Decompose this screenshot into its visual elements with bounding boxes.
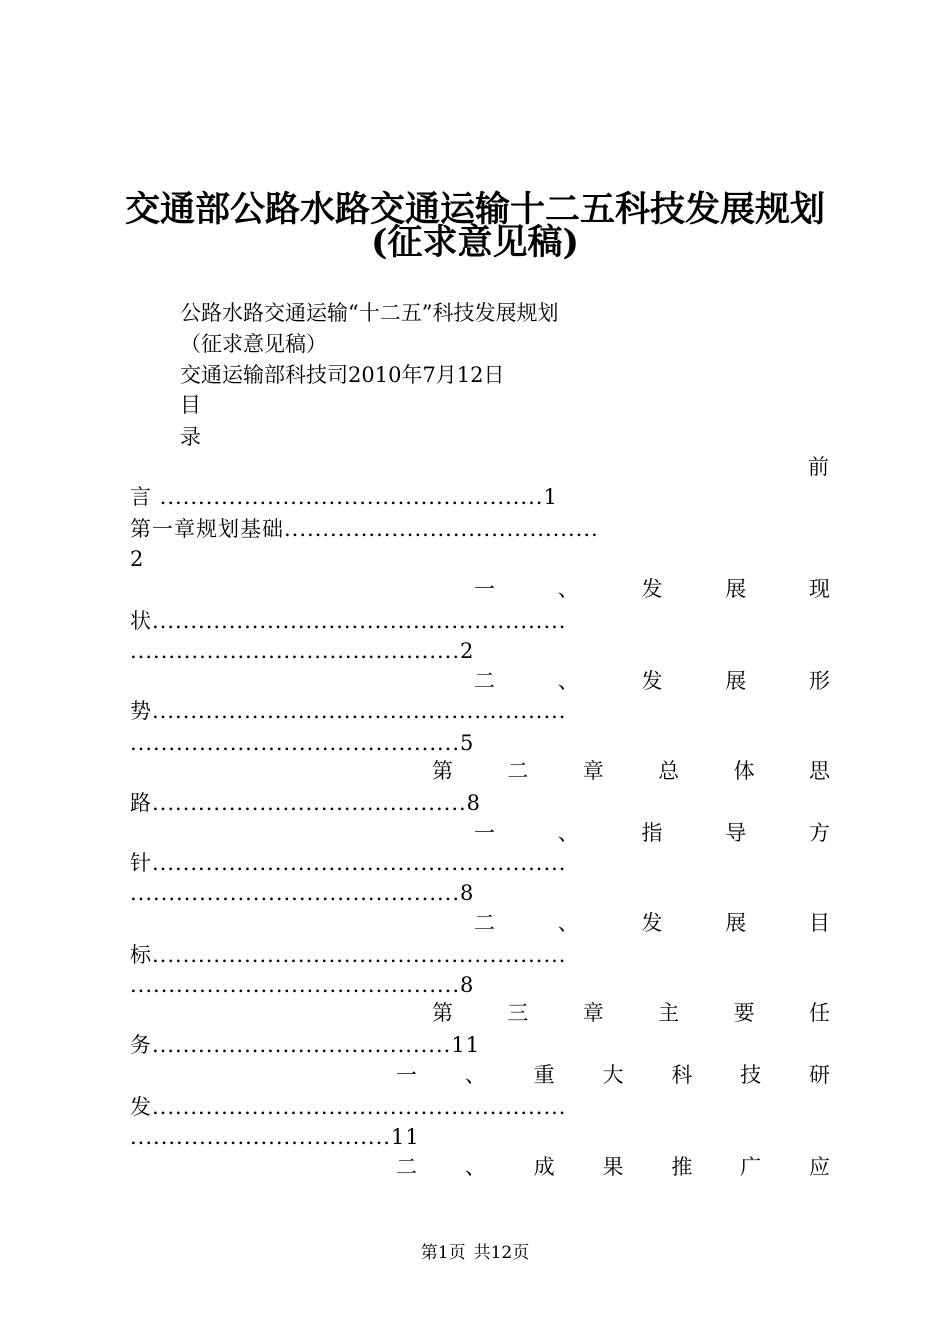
toc-s11-line[interactable]: 状......................................................	[130, 609, 567, 633]
toc-s22-line[interactable]: 标......................................................	[130, 943, 567, 967]
toc-s12-page: ...........................................5	[130, 731, 475, 755]
toc-s11-head: 一 、 发 展 现	[474, 577, 830, 601]
toc-s11-page: ...........................................2	[130, 639, 475, 663]
toc-s31-line[interactable]: 发......................................................	[130, 1095, 567, 1119]
toc-s12-line[interactable]: 势......................................................	[130, 699, 567, 723]
toc-ch1-page: 2	[130, 547, 144, 571]
plan-subtitle: 公路水路交通运输“十二五”科技发展规划	[180, 301, 559, 325]
draft-note: （征求意见稿）	[180, 332, 327, 356]
toc-s21-head: 一 、 指 导 方	[474, 821, 830, 845]
toc-s12-head: 二 、 发 展 形	[474, 669, 830, 693]
toc-heading-2: 录	[180, 425, 201, 449]
toc-ch2-line[interactable]: 路.........................................8	[130, 791, 482, 815]
document-title-line2: (征求意见稿)	[370, 222, 580, 263]
footer-total-pages: 共12页	[473, 1243, 530, 1263]
toc-preface-line[interactable]: 言 ..................................................1	[130, 485, 558, 509]
issuer-date: 交通运输部科技司2010年7月12日	[180, 363, 505, 387]
document-title-line1: 交通部公路水路交通运输十二五科技发展规划	[124, 189, 825, 230]
toc-ch2-head: 第 二 章 总 体 思	[432, 759, 830, 783]
toc-s32-head: 二 、 成 果 推 广 应	[396, 1155, 830, 1179]
toc-heading-1: 目	[180, 393, 201, 417]
toc-s22-head: 二 、 发 展 目	[474, 911, 830, 935]
toc-ch3-line[interactable]: 务.......................................11	[130, 1033, 481, 1057]
toc-s31-head: 一 、 重 大 科 技 研	[396, 1063, 830, 1087]
page-footer	[0, 1242, 950, 1264]
toc-ch3-head: 第 三 章 主 要 任	[432, 1001, 830, 1025]
footer-page-number: 第1页	[420, 1243, 466, 1263]
toc-s31-page: ..................................11	[130, 1125, 420, 1149]
toc-preface-word: 前	[808, 455, 829, 479]
toc-ch1-line[interactable]: 第一章规划基础.........................................	[130, 517, 599, 541]
toc-s22-page: ...........................................8	[130, 973, 475, 997]
toc-s21-page: ...........................................8	[130, 881, 475, 905]
toc-s21-line[interactable]: 针......................................................	[130, 851, 567, 875]
